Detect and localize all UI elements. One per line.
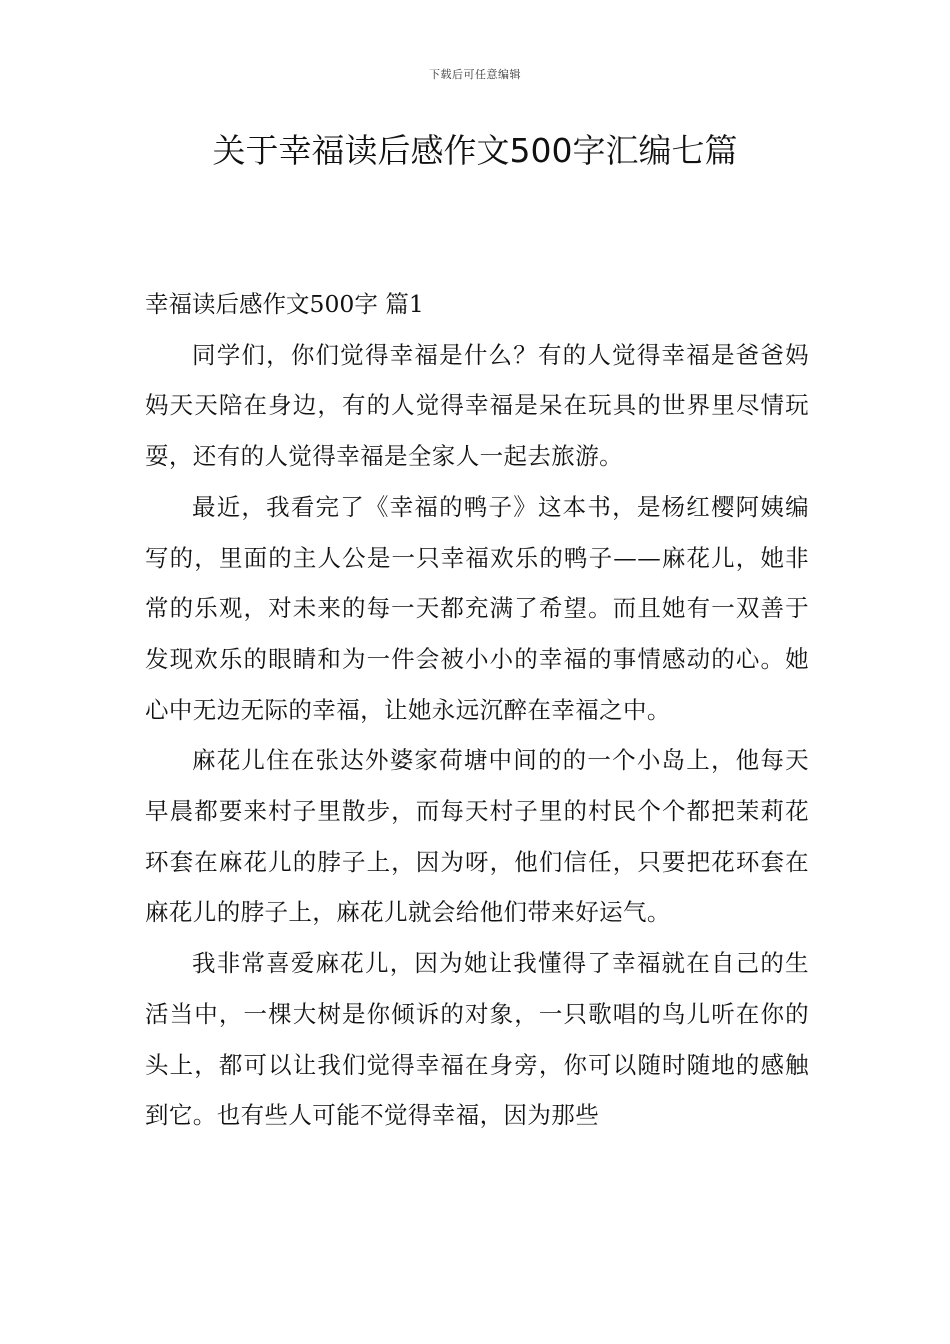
paragraph: 我非常喜爱麻花儿，因为她让我懂得了幸福就在自己的生活当中，一棵大树是你倾诉的对象，一只歌唱的鸟儿听在你的头上，都可以让我们觉得幸福在身旁，你可以随时随地的感触到它。也有些人可能不觉得幸福，因为那些: [145, 949, 809, 1130]
paragraph: 同学们，你们觉得幸福是什么？有的人觉得幸福是爸爸妈妈天天陪在身边，有的人觉得幸福是呆在玩具的世界里尽情玩耍，还有的人觉得幸福是全家人一起去旅游。: [145, 340, 809, 471]
document-body: [145, 279, 809, 1141]
paragraph: 麻花儿住在张达外婆家荷塘中间的的一个小岛上，他每天早晨都要来村子里散步，而每天村子里的村民个个都把茉莉花环套在麻花儿的脖子上，因为呀，他们信任，只要把花环套在麻花儿的脖子上，麻花儿就会给他们带来好运气。: [145, 746, 809, 927]
paragraph: 最近，我看完了《幸福的鸭子》这本书，是杨红樱阿姨编写的，里面的主人公是一只幸福欢乐的鸭子——麻花儿，她非常的乐观，对未来的每一天都充满了希望。而且她有一双善于发现欢乐的眼睛和为一件会被小小的幸福的事情感动的心。她心中无边无际的幸福，让她永远沉醉在幸福之中。: [145, 492, 809, 724]
section-heading: 幸福读后感作文500字 篇1: [145, 290, 424, 318]
document-title: 关于幸福读后感作文500字汇编七篇: [212, 131, 738, 170]
header-note: 下载后可任意编辑: [429, 68, 521, 81]
